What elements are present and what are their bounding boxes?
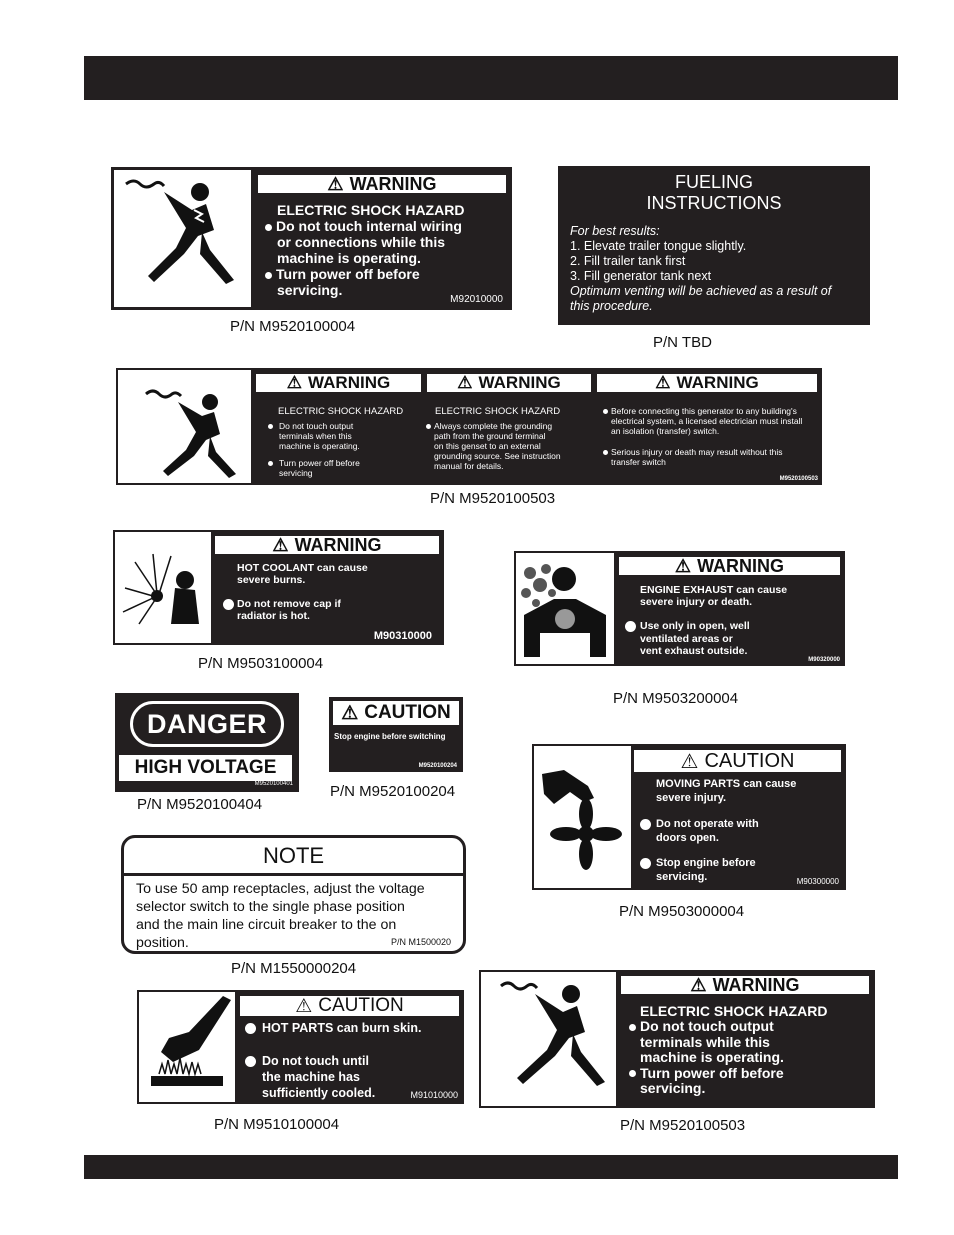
decal-code: M90320000 — [808, 657, 840, 663]
hazard-lines: HOT COOLANT can cause severe burns. — [237, 562, 368, 586]
fueling-title: FUELING INSTRUCTIONS — [646, 172, 782, 213]
warning-header: ⚠ WARNING — [256, 173, 508, 195]
warning-triangle-icon: ⚠ — [680, 750, 699, 773]
decal-code: M92010000 — [450, 294, 503, 305]
triple-warning-decal — [116, 368, 822, 485]
part-number: P/N M9510100004 — [214, 1116, 340, 1133]
hot-parts-pictogram — [139, 992, 235, 1102]
part-number: P/N M9520100204 — [330, 783, 456, 800]
decal-code: M90310000 — [373, 630, 432, 642]
decal-code: M9520100503 — [779, 476, 818, 482]
caution-header: ⚠ CAUTION — [238, 994, 461, 1018]
decal-code: M90300000 — [796, 877, 839, 886]
hazard-title: ELECTRIC SHOCK HAZARD — [435, 406, 561, 417]
decal-code: M91010000 — [410, 1090, 458, 1100]
hazard-line: HOT PARTS can burn skin. — [245, 1021, 422, 1035]
hot-parts-decal — [137, 990, 464, 1104]
hazard-lines: Do not touch output terminals while this machine is operating. Turn power off before servicing. — [629, 1019, 784, 1097]
fueling-steps: For best results: 1. Elevate trailer tongue slightly. 2. Fill trailer tank first 3. Fill generator tank next Optimum venting will be achieved as a result of this procedure. — [570, 224, 832, 313]
warning-triangle-icon: ⚠ — [272, 534, 289, 555]
danger-oval: DANGER — [130, 701, 284, 747]
coolant-spray-icon — [115, 532, 211, 643]
note-text: To use 50 amp receptacles, adjust the voltage selector switch to the single phase position and the main line circuit breaker to the on position. — [136, 881, 425, 951]
warning-triangle-icon: ⚠ — [295, 995, 313, 1017]
warning-triangle-icon: ⚠ — [655, 373, 671, 392]
high-voltage-label: HIGH VOLTAGE — [119, 755, 292, 781]
shock-decal-1 — [111, 167, 512, 310]
caution-stop-engine-decal — [329, 697, 463, 772]
fan-blade-hand-icon — [534, 746, 631, 888]
hazard-lines: Do not touch output terminals when this machine is operating. Turn power off before servicing — [268, 421, 360, 478]
exhaust-pictogram — [516, 553, 614, 664]
decal-code: M9520100401 — [254, 781, 293, 787]
warning-header: ⚠ WARNING — [213, 534, 441, 556]
warning-triangle-icon: ⚠ — [286, 373, 303, 392]
electrocution-icon — [114, 170, 251, 307]
caution-header: ⚠ CAUTION — [632, 748, 843, 774]
hazard-title: ELECTRIC SHOCK HAZARD — [278, 406, 404, 417]
warning-header: ⚠ WARNING — [617, 555, 842, 577]
part-number: P/N M1550000204 — [231, 960, 357, 977]
warning-header: ⚠ WARNING — [254, 372, 423, 394]
danger-high-voltage-decal — [115, 693, 299, 792]
part-number: P/N M9520100404 — [137, 796, 263, 813]
hazard-lines: MOVING PARTS can cause severe injury. — [656, 778, 797, 804]
caution-header: ⚠ CAUTION — [332, 700, 460, 726]
hazard-lines: Do not operate with doors open. — [640, 817, 759, 845]
warning-header: ⚠ WARNING — [425, 372, 593, 394]
hazard-lines: Before connecting this generator to any building's electrical system, a licensed electrician must install an isolation (transfer) switch. Serious injury or death may result without this transfer switch — [603, 406, 802, 467]
hazard-lines: Stop engine before servicing. — [640, 856, 756, 884]
caution-text: Stop engine before switching — [334, 732, 446, 741]
hazard-lines: ENGINE EXHAUST can cause severe injury or death. — [640, 584, 788, 608]
hazard-lines: Do not touch until the machine has sufficiently cooled. — [245, 1053, 375, 1101]
electrocution-icon — [481, 972, 616, 1106]
hazard-lines: Do not touch internal wiring or connections while this machine is operating. Turn power off before servicing. — [265, 218, 462, 298]
warning-triangle-icon: ⚠ — [690, 974, 707, 995]
warning-triangle-icon: ⚠ — [327, 173, 344, 194]
electrocution-icon — [118, 370, 251, 483]
part-number: P/N M9503000004 — [619, 903, 745, 920]
warning-header: ⚠ WARNING — [595, 372, 819, 394]
part-number: P/N M9520100503 — [430, 490, 556, 507]
hazard-title: ELECTRIC SHOCK HAZARD — [640, 1003, 828, 1019]
part-number: P/N M9520100503 — [620, 1117, 746, 1134]
footer-bar — [84, 1155, 898, 1179]
warning-header: ⚠ WARNING — [619, 974, 871, 996]
warning-triangle-icon: ⚠ — [341, 702, 359, 724]
hazard-title: ELECTRIC SHOCK HAZARD — [277, 202, 465, 218]
fueling-instructions-decal — [558, 166, 870, 325]
hazard-lines: Use only in open, well ventilated areas or vent exhaust outside. — [625, 620, 750, 658]
warning-triangle-icon: ⚠ — [674, 555, 692, 576]
note-header: NOTE — [124, 838, 463, 876]
shock-pictogram — [118, 370, 251, 483]
warning-triangle-icon: ⚠ — [457, 373, 473, 392]
part-number: P/N M9503200004 — [613, 690, 739, 707]
engine-exhaust-decal — [514, 551, 845, 666]
part-number: P/N M9520100004 — [230, 318, 356, 335]
moving-parts-decal — [532, 744, 846, 890]
moving-parts-pictogram — [534, 746, 631, 888]
exhaust-fumes-icon — [516, 553, 614, 664]
shock-decal-2 — [479, 970, 875, 1108]
decal-code: P/N M1500020 — [390, 937, 451, 947]
hot-coolant-decal — [113, 530, 444, 645]
part-number: P/N TBD — [653, 334, 712, 351]
hazard-lines: Do not remove cap if radiator is hot. — [223, 598, 341, 622]
decal-code: M9520100204 — [418, 763, 457, 769]
note-decal — [121, 835, 466, 954]
hot-surface-hand-icon — [139, 992, 235, 1102]
part-number: P/N M9503100004 — [198, 655, 324, 672]
shock-pictogram — [114, 170, 251, 307]
coolant-pictogram — [115, 532, 211, 643]
header-bar — [84, 56, 898, 100]
shock-pictogram — [481, 972, 616, 1106]
hazard-lines: Always complete the grounding path from the ground terminal on this genset to an external grounding source. See instruction manual for details. — [426, 421, 561, 471]
